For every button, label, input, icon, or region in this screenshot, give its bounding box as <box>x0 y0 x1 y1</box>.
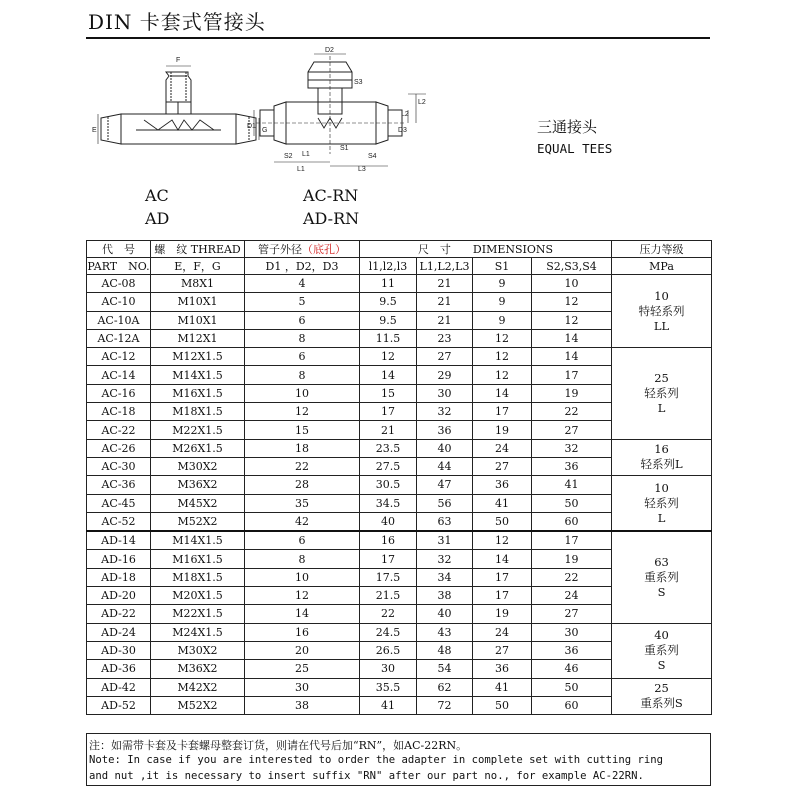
label-D2: D2 <box>325 47 334 54</box>
cell-thread: M24X1.5 <box>151 623 245 641</box>
cell-L: 23 <box>417 329 473 347</box>
header-row-1 <box>87 241 712 258</box>
pressure-rating-mpa: 16 <box>654 442 669 457</box>
cell-l: 17 <box>360 403 417 421</box>
cell-s1: 12 <box>473 531 532 550</box>
cell-L: 47 <box>417 476 473 494</box>
cell-thread: M30X2 <box>151 641 245 659</box>
cell-part: AC-14 <box>87 366 151 384</box>
cell-thread: M8X1 <box>151 275 245 293</box>
header-l-small: l1,l2,l3 <box>360 258 417 275</box>
cell-s1: 36 <box>473 476 532 494</box>
cell-s1: 9 <box>473 293 532 311</box>
cell-l: 11.5 <box>360 329 417 347</box>
cell-pipe: 10 <box>245 384 360 402</box>
header-pressure: 压力等级 <box>612 241 712 258</box>
cell-l: 26.5 <box>360 641 417 659</box>
pressure-rating <box>612 439 712 476</box>
cell-part: AD-20 <box>87 587 151 605</box>
cell-s234: 10 <box>532 275 612 293</box>
table-row <box>87 348 712 366</box>
label-G: G <box>262 127 268 134</box>
cell-s1: 41 <box>473 494 532 512</box>
cell-pipe: 12 <box>245 403 360 421</box>
pressure-rating-code: S <box>657 584 666 599</box>
tee-left-view <box>101 72 256 144</box>
cell-s1: 17 <box>473 587 532 605</box>
cell-L: 44 <box>417 457 473 475</box>
cell-part: AC-18 <box>87 403 151 421</box>
cell-part: AC-36 <box>87 476 151 494</box>
cell-pipe: 8 <box>245 550 360 568</box>
label-l1: L1 <box>302 151 310 158</box>
cell-s234: 36 <box>532 641 612 659</box>
notes-box <box>86 733 711 786</box>
cell-part: AC-52 <box>87 512 151 531</box>
cell-pipe: 20 <box>245 641 360 659</box>
pressure-rating-mpa: 25 <box>654 370 669 385</box>
cell-s234: 14 <box>532 348 612 366</box>
cell-pipe: 6 <box>245 531 360 550</box>
cell-thread: M14X1.5 <box>151 366 245 384</box>
cell-s1: 27 <box>473 457 532 475</box>
caption-ad: AD <box>145 209 170 228</box>
cell-l: 21 <box>360 421 417 439</box>
cell-s234: 50 <box>532 678 612 696</box>
cell-thread: M26X1.5 <box>151 439 245 457</box>
cell-s234: 41 <box>532 476 612 494</box>
cell-s1: 12 <box>473 348 532 366</box>
cell-s1: 14 <box>473 550 532 568</box>
label-L1: L1 <box>297 166 305 173</box>
pressure-rating-cn: 重系列 <box>644 569 679 584</box>
header-l-big: L1,L2,L3 <box>417 258 473 275</box>
cell-pipe: 10 <box>245 568 360 586</box>
cell-pipe: 28 <box>245 476 360 494</box>
pressure-rating-code: L <box>657 400 666 415</box>
label-l2: L2 <box>401 111 409 118</box>
cell-thread: M30X2 <box>151 457 245 475</box>
pressure-rating <box>612 623 712 678</box>
pressure-rating-mpa: 25 <box>654 681 669 696</box>
cell-s1: 36 <box>473 660 532 678</box>
cell-L: 48 <box>417 641 473 659</box>
cell-pipe: 12 <box>245 587 360 605</box>
header-mpa: MPa <box>612 258 712 275</box>
cell-pipe: 35 <box>245 494 360 512</box>
cell-pipe: 15 <box>245 421 360 439</box>
pressure-rating-mpa: 63 <box>654 554 669 569</box>
cell-l: 23.5 <box>360 439 417 457</box>
cell-part: AC-12 <box>87 348 151 366</box>
pressure-rating-code: L <box>657 510 666 525</box>
caption-ac: AC <box>145 186 169 205</box>
cell-s1: 19 <box>473 421 532 439</box>
cell-part: AD-36 <box>87 660 151 678</box>
cell-s234: 30 <box>532 623 612 641</box>
cell-thread: M18X1.5 <box>151 403 245 421</box>
cell-L: 34 <box>417 568 473 586</box>
pressure-rating-mpa: 10 <box>654 480 669 495</box>
cell-L: 63 <box>417 512 473 531</box>
cell-s234: 22 <box>532 568 612 586</box>
cell-thread: M12X1 <box>151 329 245 347</box>
header-d123: D1 ，D2，D3 <box>245 258 360 275</box>
cell-part: AC-16 <box>87 384 151 402</box>
cell-s234: 60 <box>532 512 612 531</box>
cell-thread: M12X1.5 <box>151 348 245 366</box>
cell-s1: 50 <box>473 512 532 531</box>
cell-s1: 24 <box>473 623 532 641</box>
cell-thread: M36X2 <box>151 476 245 494</box>
header-thread: 螺 纹 THREAD <box>151 241 245 258</box>
header-pipe <box>245 241 360 258</box>
cell-s1: 50 <box>473 696 532 714</box>
tee-left-dims <box>92 57 267 144</box>
table-row <box>87 439 712 457</box>
cell-L: 54 <box>417 660 473 678</box>
cell-s234: 36 <box>532 457 612 475</box>
cell-s234: 12 <box>532 311 612 329</box>
table-row <box>87 678 712 696</box>
cell-thread: M20X1.5 <box>151 587 245 605</box>
cell-L: 56 <box>417 494 473 512</box>
cell-part: AD-42 <box>87 678 151 696</box>
pressure-rating <box>612 275 712 348</box>
cell-thread: M36X2 <box>151 660 245 678</box>
label-L2: L2 <box>418 99 426 106</box>
pressure-rating <box>612 678 712 715</box>
cell-s234: 27 <box>532 421 612 439</box>
caption-ad-rn: AD-RN <box>303 209 360 228</box>
cell-l: 15 <box>360 384 417 402</box>
table-row <box>87 476 712 494</box>
cell-pipe: 6 <box>245 311 360 329</box>
pressure-rating-cn: 特轻系列 <box>638 303 685 318</box>
cell-l: 41 <box>360 696 417 714</box>
spec-table <box>86 240 712 715</box>
cell-L: 40 <box>417 605 473 623</box>
header-part-no: PART NO. <box>87 259 150 273</box>
note-en-1: Note: In case if you are interested to order the adapter in complete set with cutting ring <box>89 754 664 766</box>
table-row <box>87 531 712 550</box>
cell-part: AC-22 <box>87 421 151 439</box>
label-S4: S4 <box>368 153 377 160</box>
cell-thread: M10X1 <box>151 293 245 311</box>
page-title: DIN 卡套式管接头 <box>88 10 266 34</box>
label-S1: S1 <box>340 145 349 152</box>
cell-part: AD-30 <box>87 641 151 659</box>
cell-part: AC-26 <box>87 439 151 457</box>
cell-s234: 19 <box>532 550 612 568</box>
cell-pipe: 6 <box>245 348 360 366</box>
cell-pipe: 30 <box>245 678 360 696</box>
cell-l: 24.5 <box>360 623 417 641</box>
cell-L: 27 <box>417 348 473 366</box>
product-name-en: EQUAL TEES <box>537 141 613 156</box>
cell-s1: 41 <box>473 678 532 696</box>
cell-thread: M22X1.5 <box>151 605 245 623</box>
header-pipe-red: （底孔） <box>302 242 346 256</box>
cell-s234: 17 <box>532 531 612 550</box>
cell-part: AD-18 <box>87 568 151 586</box>
cell-thread: M52X2 <box>151 512 245 531</box>
cell-L: 31 <box>417 531 473 550</box>
cell-pipe: 4 <box>245 275 360 293</box>
pressure-rating-cn: 重系列 <box>644 643 679 658</box>
cell-l: 21.5 <box>360 587 417 605</box>
pressure-rating <box>612 476 712 531</box>
cell-part: AC-08 <box>87 275 151 293</box>
cell-pipe: 22 <box>245 457 360 475</box>
cell-L: 21 <box>417 311 473 329</box>
header-s1: S1 <box>473 258 532 275</box>
cell-s1: 27 <box>473 641 532 659</box>
cell-part: AC-12A <box>87 329 151 347</box>
cell-l: 12 <box>360 348 417 366</box>
cell-L: 21 <box>417 293 473 311</box>
cell-L: 72 <box>417 696 473 714</box>
cell-l: 16 <box>360 531 417 550</box>
product-name-cn: 三通接头 <box>537 118 598 136</box>
pressure-rating-cn: 轻系列 <box>644 495 679 510</box>
cell-l: 35.5 <box>360 678 417 696</box>
cell-part: AD-14 <box>87 531 151 550</box>
cell-pipe: 8 <box>245 366 360 384</box>
pressure-rating-cn: 轻系列 <box>644 385 679 400</box>
cell-pipe: 25 <box>245 660 360 678</box>
pressure-rating <box>612 531 712 623</box>
header-code: 代 号 <box>87 241 151 258</box>
cell-L: 43 <box>417 623 473 641</box>
cell-l: 9.5 <box>360 311 417 329</box>
cell-s234: 46 <box>532 660 612 678</box>
cell-l: 30.5 <box>360 476 417 494</box>
cell-L: 40 <box>417 439 473 457</box>
cell-s1: 17 <box>473 568 532 586</box>
cell-s1: 14 <box>473 384 532 402</box>
cell-part: AC-30 <box>87 457 151 475</box>
cell-L: 38 <box>417 587 473 605</box>
cell-thread: M16X1.5 <box>151 384 245 402</box>
pressure-rating <box>612 348 712 439</box>
pressure-rating-code: LL <box>653 318 670 333</box>
cell-thread: M45X2 <box>151 494 245 512</box>
cell-L: 30 <box>417 384 473 402</box>
cell-s234: 12 <box>532 293 612 311</box>
cell-s1: 9 <box>473 311 532 329</box>
label-E: E <box>92 127 97 134</box>
label-D3: D3 <box>398 127 407 134</box>
cell-pipe: 18 <box>245 439 360 457</box>
cell-l: 30 <box>360 660 417 678</box>
cell-l: 27.5 <box>360 457 417 475</box>
cell-thread: M10X1 <box>151 311 245 329</box>
cell-s234: 24 <box>532 587 612 605</box>
cell-l: 9.5 <box>360 293 417 311</box>
cell-s1: 12 <box>473 366 532 384</box>
table-row <box>87 623 712 641</box>
cell-part: AD-24 <box>87 623 151 641</box>
cell-pipe: 42 <box>245 512 360 531</box>
cell-thread: M16X1.5 <box>151 550 245 568</box>
cell-L: 32 <box>417 403 473 421</box>
cell-s1: 24 <box>473 439 532 457</box>
cell-thread: M42X2 <box>151 678 245 696</box>
cell-pipe: 8 <box>245 329 360 347</box>
label-D1: D1 <box>247 123 256 130</box>
cell-s234: 17 <box>532 366 612 384</box>
label-F: F <box>176 57 181 64</box>
cell-s234: 32 <box>532 439 612 457</box>
cell-thread: M52X2 <box>151 696 245 714</box>
cell-l: 22 <box>360 605 417 623</box>
cell-part: AC-10 <box>87 293 151 311</box>
pressure-rating-cn: 重系列S <box>640 696 683 711</box>
cell-l: 17.5 <box>360 568 417 586</box>
cell-s234: 60 <box>532 696 612 714</box>
header-efg: E，F，G <box>151 258 245 275</box>
cell-pipe: 5 <box>245 293 360 311</box>
label-S3: S3 <box>354 79 363 86</box>
caption-ac-rn: AC-RN <box>303 186 359 205</box>
pressure-rating-cn: 轻系列L <box>640 457 683 472</box>
pressure-rating-mpa: 40 <box>654 628 669 643</box>
cell-s234: 50 <box>532 494 612 512</box>
cell-L: 29 <box>417 366 473 384</box>
cell-pipe: 38 <box>245 696 360 714</box>
cell-s1: 17 <box>473 403 532 421</box>
cell-pipe: 16 <box>245 623 360 641</box>
cell-s234: 19 <box>532 384 612 402</box>
cell-L: 21 <box>417 275 473 293</box>
cell-s234: 22 <box>532 403 612 421</box>
cell-l: 17 <box>360 550 417 568</box>
tee-drawing <box>92 44 456 174</box>
tee-right-view <box>256 56 406 154</box>
cell-part: AC-45 <box>87 494 151 512</box>
note-cn: 注：如需带卡套及卡套螺母整套订货，则请在代号后加“RN”，如AC-22RN。 <box>89 739 468 752</box>
cell-L: 62 <box>417 678 473 696</box>
header-row-2 <box>87 258 712 275</box>
cell-part: AD-22 <box>87 605 151 623</box>
title-rule <box>86 37 710 39</box>
label-S2: S2 <box>284 153 293 160</box>
cell-s1: 12 <box>473 329 532 347</box>
cell-L: 36 <box>417 421 473 439</box>
pressure-rating-mpa: 10 <box>654 288 669 303</box>
note-en-2: and nut ,it is necessary to insert suffix "RN" after our part no., for example AC-22RN. <box>89 770 644 782</box>
pressure-rating-code: S <box>657 658 666 673</box>
cell-l: 14 <box>360 366 417 384</box>
cell-pipe: 14 <box>245 605 360 623</box>
cell-s234: 27 <box>532 605 612 623</box>
cell-s1: 9 <box>473 275 532 293</box>
cell-thread: M22X1.5 <box>151 421 245 439</box>
cell-thread: M18X1.5 <box>151 568 245 586</box>
cell-thread: M14X1.5 <box>151 531 245 550</box>
label-L3: L3 <box>358 166 366 173</box>
header-dimensions: 尺 寸 DIMENSIONS <box>360 241 612 258</box>
cell-s1: 19 <box>473 605 532 623</box>
cell-part: AD-52 <box>87 696 151 714</box>
header-pipe-text: 管子外径 <box>258 242 302 256</box>
cell-l: 40 <box>360 512 417 531</box>
cell-L: 32 <box>417 550 473 568</box>
cell-l: 34.5 <box>360 494 417 512</box>
header-s234: S2,S3,S4 <box>532 258 612 275</box>
cell-l: 11 <box>360 275 417 293</box>
cell-s234: 14 <box>532 329 612 347</box>
cell-part: AD-16 <box>87 550 151 568</box>
cell-part: AC-10A <box>87 311 151 329</box>
table-row <box>87 275 712 293</box>
